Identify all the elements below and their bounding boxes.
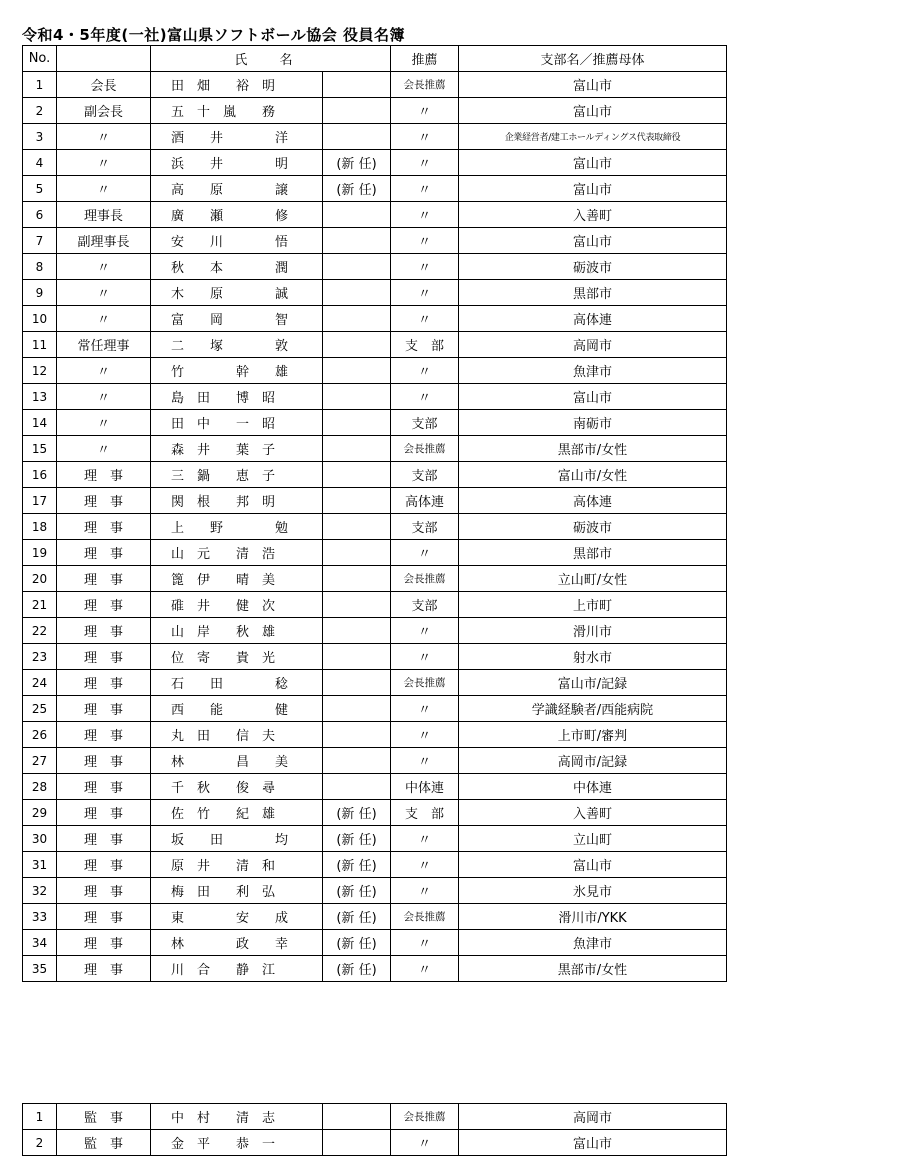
row-recommendation: 会長推薦: [391, 436, 459, 462]
row-branch: 滑川市/YKK: [459, 904, 727, 930]
row-branch: 中体連: [459, 774, 727, 800]
row-role: 理 事: [57, 800, 151, 826]
row-role: 〃: [57, 176, 151, 202]
row-name: 佐 竹 紀 雄: [151, 800, 323, 826]
table-row: [23, 852, 727, 878]
row-recommendation: 〃: [391, 176, 459, 202]
row-name: 二 塚 敦: [151, 332, 323, 358]
row-role: 理 事: [57, 956, 151, 982]
row-new-appointment-note: [323, 644, 391, 670]
row-role: 常任理事: [57, 332, 151, 358]
row-branch: 入善町: [459, 800, 727, 826]
row-name: 東 安 成: [151, 904, 323, 930]
row-branch: 学識経験者/西能病院: [459, 696, 727, 722]
row-recommendation: 支部: [391, 410, 459, 436]
row-recommendation: 〃: [391, 956, 459, 982]
row-recommendation: 〃: [391, 280, 459, 306]
table-row: [23, 254, 727, 280]
row-name: 西 能 健: [151, 696, 323, 722]
row-role: 〃: [57, 306, 151, 332]
table-row: [23, 358, 727, 384]
row-number: 34: [23, 930, 57, 956]
row-recommendation: 〃: [391, 98, 459, 124]
row-branch: 上市町/審判: [459, 722, 727, 748]
row-branch: 高岡市/記録: [459, 748, 727, 774]
row-new-appointment-note: [323, 488, 391, 514]
row-recommendation: 〃: [391, 202, 459, 228]
table-row: [23, 904, 727, 930]
row-branch: 黒部市: [459, 540, 727, 566]
row-role: 理 事: [57, 930, 151, 956]
table-row: [23, 1104, 727, 1130]
row-branch: 黒部市: [459, 280, 727, 306]
header-role: [57, 46, 151, 72]
row-number: 13: [23, 384, 57, 410]
row-role: 理 事: [57, 488, 151, 514]
row-branch: 立山町/女性: [459, 566, 727, 592]
row-number: 11: [23, 332, 57, 358]
row-number: 35: [23, 956, 57, 982]
table-row: [23, 644, 727, 670]
row-role: 〃: [57, 254, 151, 280]
row-name: 坂 田 均: [151, 826, 323, 852]
row-role: 〃: [57, 124, 151, 150]
row-new-appointment-note: [323, 228, 391, 254]
table-row: [23, 774, 727, 800]
row-branch: 黒部市/女性: [459, 436, 727, 462]
row-branch: 立山町: [459, 826, 727, 852]
row-name: 篦 伊 晴 美: [151, 566, 323, 592]
row-branch: 氷見市: [459, 878, 727, 904]
row-branch: 上市町: [459, 592, 727, 618]
row-new-appointment-note: [323, 98, 391, 124]
row-number: 20: [23, 566, 57, 592]
row-number: 9: [23, 280, 57, 306]
row-number: 16: [23, 462, 57, 488]
table-row: [23, 618, 727, 644]
row-recommendation: 〃: [391, 306, 459, 332]
row-new-appointment-note: [323, 254, 391, 280]
row-number: 22: [23, 618, 57, 644]
header-branch: 支部名／推薦母体: [459, 46, 727, 72]
table-row: [23, 72, 727, 98]
row-number: 24: [23, 670, 57, 696]
row-new-appointment-note: [323, 306, 391, 332]
row-new-appointment-note: (新 任): [323, 852, 391, 878]
row-recommendation: 〃: [391, 852, 459, 878]
row-new-appointment-note: (新 任): [323, 826, 391, 852]
row-recommendation: 支部: [391, 462, 459, 488]
row-recommendation: 中体連: [391, 774, 459, 800]
row-new-appointment-note: (新 任): [323, 904, 391, 930]
row-number: 14: [23, 410, 57, 436]
row-new-appointment-note: (新 任): [323, 878, 391, 904]
row-branch: 南砺市: [459, 410, 727, 436]
row-recommendation: 会長推薦: [391, 1104, 459, 1130]
row-role: 理 事: [57, 644, 151, 670]
table-row: [23, 592, 727, 618]
row-number: 25: [23, 696, 57, 722]
row-new-appointment-note: (新 任): [323, 930, 391, 956]
row-recommendation: 〃: [391, 644, 459, 670]
row-new-appointment-note: [323, 514, 391, 540]
row-new-appointment-note: [323, 436, 391, 462]
row-new-appointment-note: [323, 670, 391, 696]
row-role: 会長: [57, 72, 151, 98]
row-recommendation: 〃: [391, 722, 459, 748]
table-row: [23, 228, 727, 254]
table-row: [23, 150, 727, 176]
row-role: 理 事: [57, 540, 151, 566]
table-row: [23, 410, 727, 436]
row-new-appointment-note: [323, 462, 391, 488]
row-role: 監 事: [57, 1130, 151, 1156]
row-branch: 高岡市: [459, 332, 727, 358]
table-row: [23, 722, 727, 748]
row-number: 30: [23, 826, 57, 852]
row-branch: 富山市: [459, 72, 727, 98]
row-new-appointment-note: [323, 384, 391, 410]
row-branch: 黒部市/女性: [459, 956, 727, 982]
row-name: 田 中 一 昭: [151, 410, 323, 436]
row-recommendation: 〃: [391, 540, 459, 566]
row-branch: 砺波市: [459, 254, 727, 280]
table-row: [23, 696, 727, 722]
row-number: 33: [23, 904, 57, 930]
row-number: 1: [23, 72, 57, 98]
row-number: 7: [23, 228, 57, 254]
row-number: 10: [23, 306, 57, 332]
row-recommendation: 〃: [391, 618, 459, 644]
table-row: [23, 748, 727, 774]
table-row: [23, 462, 727, 488]
table-row: [23, 176, 727, 202]
table-row: [23, 800, 727, 826]
row-role: 〃: [57, 150, 151, 176]
table-row: [23, 514, 727, 540]
row-number: 21: [23, 592, 57, 618]
row-number: 18: [23, 514, 57, 540]
row-name: 関 根 邦 明: [151, 488, 323, 514]
row-number: 6: [23, 202, 57, 228]
row-role: 〃: [57, 410, 151, 436]
row-branch: 入善町: [459, 202, 727, 228]
row-role: 理 事: [57, 514, 151, 540]
row-role: 理 事: [57, 774, 151, 800]
row-number: 32: [23, 878, 57, 904]
row-number: 23: [23, 644, 57, 670]
row-role: 理 事: [57, 462, 151, 488]
row-branch: 企業経営者/建工ホールディングス代表取締役: [459, 124, 727, 150]
row-new-appointment-note: [323, 1104, 391, 1130]
row-branch: 富山市: [459, 150, 727, 176]
table-row: [23, 306, 727, 332]
row-name: 上 野 勉: [151, 514, 323, 540]
row-name: 石 田 稔: [151, 670, 323, 696]
row-branch: 砺波市: [459, 514, 727, 540]
row-new-appointment-note: [323, 722, 391, 748]
table-row: [23, 202, 727, 228]
row-role: 理 事: [57, 670, 151, 696]
row-branch: 富山市: [459, 98, 727, 124]
row-name: 廣 瀬 修: [151, 202, 323, 228]
row-recommendation: 〃: [391, 358, 459, 384]
row-role: 理 事: [57, 852, 151, 878]
row-role: 副理事長: [57, 228, 151, 254]
row-number: 31: [23, 852, 57, 878]
row-branch: 富山市: [459, 852, 727, 878]
row-role: 理 事: [57, 904, 151, 930]
row-role: 理 事: [57, 722, 151, 748]
table-row: [23, 956, 727, 982]
row-number: 3: [23, 124, 57, 150]
row-role: 〃: [57, 358, 151, 384]
row-recommendation: 〃: [391, 696, 459, 722]
row-new-appointment-note: (新 任): [323, 956, 391, 982]
row-branch: 滑川市: [459, 618, 727, 644]
row-new-appointment-note: [323, 540, 391, 566]
row-role: 〃: [57, 436, 151, 462]
row-recommendation: 支 部: [391, 332, 459, 358]
table-row: [23, 436, 727, 462]
row-name: 浜 井 明: [151, 150, 323, 176]
row-recommendation: 〃: [391, 124, 459, 150]
row-role: 理 事: [57, 826, 151, 852]
row-new-appointment-note: [323, 1130, 391, 1156]
officer-roster-table: [22, 45, 727, 982]
row-new-appointment-note: [323, 72, 391, 98]
row-number: 2: [23, 1130, 57, 1156]
row-role: 理 事: [57, 566, 151, 592]
row-branch: 富山市: [459, 228, 727, 254]
row-new-appointment-note: [323, 618, 391, 644]
row-recommendation: 〃: [391, 748, 459, 774]
table-row: [23, 280, 727, 306]
row-name: 五 十 嵐 務: [151, 98, 323, 124]
row-branch: 富山市/女性: [459, 462, 727, 488]
header-recommend: 推薦: [391, 46, 459, 72]
row-branch: 射水市: [459, 644, 727, 670]
row-recommendation: 〃: [391, 150, 459, 176]
row-number: 28: [23, 774, 57, 800]
row-number: 12: [23, 358, 57, 384]
row-name: 梅 田 利 弘: [151, 878, 323, 904]
header-no: No.: [23, 46, 57, 72]
row-new-appointment-note: [323, 696, 391, 722]
row-number: 19: [23, 540, 57, 566]
row-role: 理 事: [57, 878, 151, 904]
row-new-appointment-note: (新 任): [323, 176, 391, 202]
row-new-appointment-note: [323, 410, 391, 436]
row-new-appointment-note: [323, 566, 391, 592]
row-branch: 魚津市: [459, 930, 727, 956]
row-new-appointment-note: [323, 332, 391, 358]
row-branch: 富山市: [459, 1130, 727, 1156]
row-branch: 高体連: [459, 488, 727, 514]
row-new-appointment-note: (新 任): [323, 150, 391, 176]
table-header-row: [23, 46, 727, 72]
row-role: 理事長: [57, 202, 151, 228]
row-new-appointment-note: [323, 280, 391, 306]
row-name: 千 秋 俊 尋: [151, 774, 323, 800]
row-name: 島 田 博 昭: [151, 384, 323, 410]
table-row: [23, 878, 727, 904]
row-number: 29: [23, 800, 57, 826]
row-name: 三 鍋 恵 子: [151, 462, 323, 488]
row-branch: 富山市/記録: [459, 670, 727, 696]
header-name: 氏 名: [151, 46, 391, 72]
row-number: 15: [23, 436, 57, 462]
table-row: [23, 670, 727, 696]
row-number: 26: [23, 722, 57, 748]
row-recommendation: 会長推薦: [391, 904, 459, 930]
row-number: 17: [23, 488, 57, 514]
row-name: 森 井 葉 子: [151, 436, 323, 462]
row-role: 副会長: [57, 98, 151, 124]
row-recommendation: 支 部: [391, 800, 459, 826]
row-name: 林 昌 美: [151, 748, 323, 774]
row-branch: 高体連: [459, 306, 727, 332]
row-recommendation: 会長推薦: [391, 566, 459, 592]
row-recommendation: 会長推薦: [391, 670, 459, 696]
row-new-appointment-note: [323, 124, 391, 150]
row-number: 27: [23, 748, 57, 774]
row-branch: 富山市: [459, 176, 727, 202]
table-row: [23, 826, 727, 852]
row-name: 金 平 恭 一: [151, 1130, 323, 1156]
table-row: [23, 384, 727, 410]
row-role: 理 事: [57, 696, 151, 722]
row-new-appointment-note: [323, 592, 391, 618]
row-role: 理 事: [57, 748, 151, 774]
row-name: 安 川 悟: [151, 228, 323, 254]
row-role: 監 事: [57, 1104, 151, 1130]
row-role: 〃: [57, 280, 151, 306]
row-number: 1: [23, 1104, 57, 1130]
row-name: 秋 本 潤: [151, 254, 323, 280]
row-branch: 高岡市: [459, 1104, 727, 1130]
row-recommendation: 〃: [391, 930, 459, 956]
row-branch: 魚津市: [459, 358, 727, 384]
row-name: 林 政 幸: [151, 930, 323, 956]
row-name: 川 合 静 江: [151, 956, 323, 982]
row-role: 〃: [57, 384, 151, 410]
table-row: [23, 1130, 727, 1156]
row-recommendation: 〃: [391, 1130, 459, 1156]
row-recommendation: 〃: [391, 228, 459, 254]
row-name: 高 原 譲: [151, 176, 323, 202]
table-row: [23, 124, 727, 150]
table-row: [23, 540, 727, 566]
table-row: [23, 332, 727, 358]
row-recommendation: 〃: [391, 878, 459, 904]
row-recommendation: 会長推薦: [391, 72, 459, 98]
row-name: 位 寄 貴 光: [151, 644, 323, 670]
row-name: 木 原 誠: [151, 280, 323, 306]
row-name: 酒 井 洋: [151, 124, 323, 150]
row-number: 5: [23, 176, 57, 202]
row-new-appointment-note: [323, 202, 391, 228]
table-row: [23, 98, 727, 124]
table-row: [23, 930, 727, 956]
table-row: [23, 488, 727, 514]
row-new-appointment-note: [323, 748, 391, 774]
row-recommendation: 支部: [391, 514, 459, 540]
auditor-table: [22, 1103, 727, 1156]
row-role: 理 事: [57, 592, 151, 618]
row-name: 丸 田 信 夫: [151, 722, 323, 748]
row-name: 富 岡 智: [151, 306, 323, 332]
table-row: [23, 566, 727, 592]
row-branch: 富山市: [459, 384, 727, 410]
row-name: 山 岸 秋 雄: [151, 618, 323, 644]
row-name: 原 井 清 和: [151, 852, 323, 878]
row-name: 田 畑 裕 明: [151, 72, 323, 98]
row-new-appointment-note: (新 任): [323, 800, 391, 826]
row-recommendation: 高体連: [391, 488, 459, 514]
row-recommendation: 〃: [391, 254, 459, 280]
row-recommendation: 〃: [391, 384, 459, 410]
row-name: 碓 井 健 次: [151, 592, 323, 618]
row-recommendation: 〃: [391, 826, 459, 852]
document-title: 令和4・5年度(一社)富山県ソフトボール協会 役員名簿: [22, 26, 406, 44]
row-name: 中 村 清 志: [151, 1104, 323, 1130]
row-number: 4: [23, 150, 57, 176]
row-recommendation: 支部: [391, 592, 459, 618]
row-name: 竹 幹 雄: [151, 358, 323, 384]
row-number: 8: [23, 254, 57, 280]
row-name: 山 元 清 浩: [151, 540, 323, 566]
row-new-appointment-note: [323, 774, 391, 800]
row-number: 2: [23, 98, 57, 124]
row-new-appointment-note: [323, 358, 391, 384]
row-role: 理 事: [57, 618, 151, 644]
